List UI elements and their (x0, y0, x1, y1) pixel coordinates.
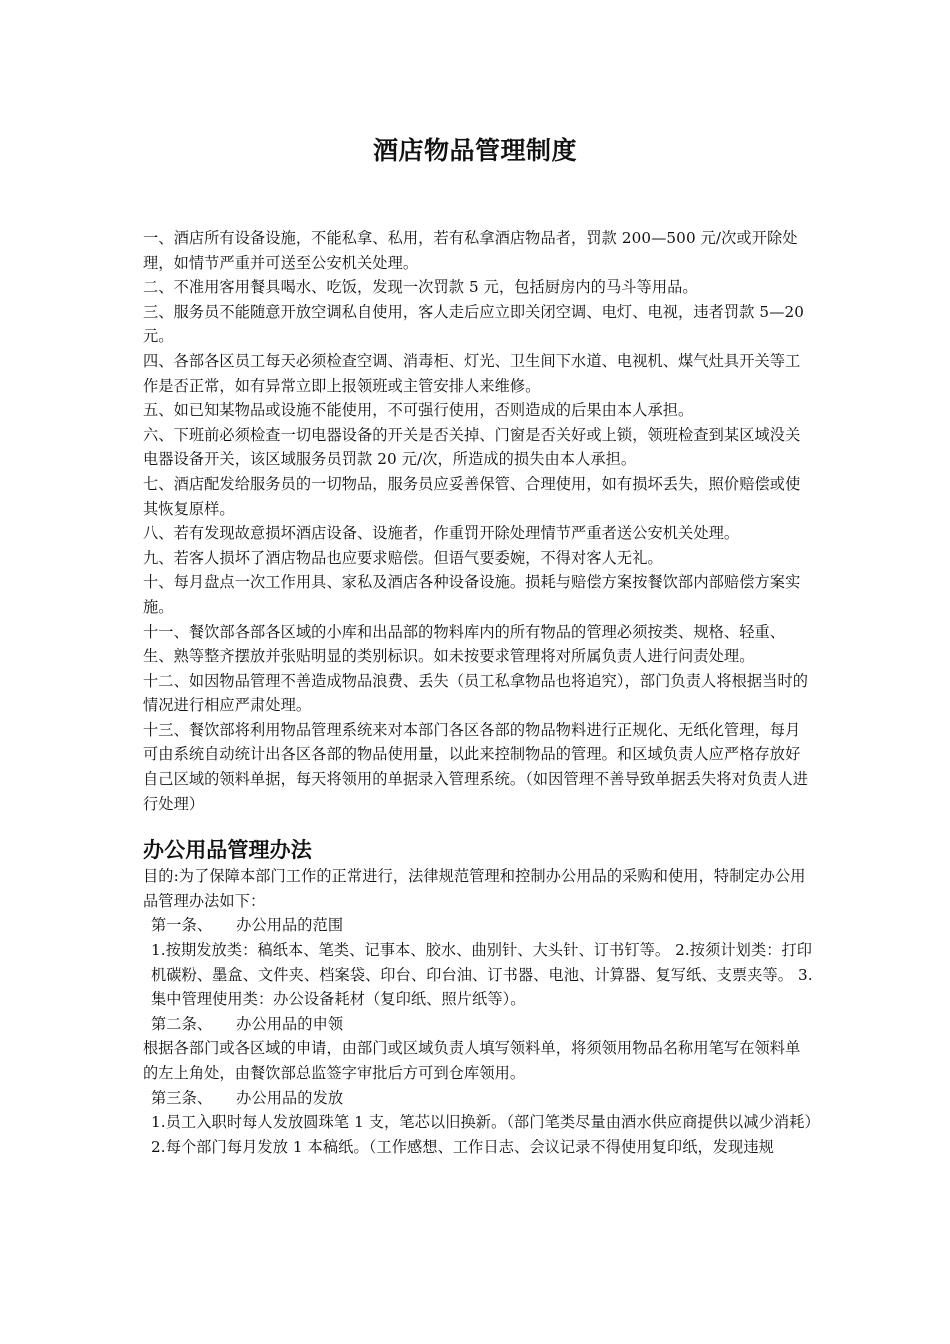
article-number: 第一条、 (151, 916, 213, 935)
document-body (143, 226, 820, 1159)
article-2-body: 根据各部门或各区域的申请，由部门或区域负责人填写领料单，将须领用物品名称用笔写在领料单的左上角处，由餐饮部总监签字审批后方可到仓库领用。 (143, 1039, 801, 1082)
rule-paragraph: 十三、餐饮部将利用物品管理系统来对本部门各区各部的物品物料进行正规化、无纸化管理，每月可由系统自动统计出各区各部的物品使用量，以此来控制物品的管理。和区域负责人应严格存放好自己区域的领料单据，每天将领用的单据录入管理系统。（如因管理不善导致单据丢失将对负责人进行处理） (143, 720, 809, 813)
document-title: 酒店物品管理制度 (372, 136, 577, 165)
rule-paragraph: 九、若客人损坏了酒店物品也应要求赔偿。但语气要委婉，不得对客人无礼。 (143, 548, 663, 567)
article-3-item: 1.员工入职时每人发放圆珠笔 1 支，笔芯以旧换新。（部门笔类尽量由酒水供应商提供以减少消耗） (151, 1113, 820, 1132)
rule-paragraph: 三、服务员不能随意开放空调私自使用，客人走后应立即关闭空调、电灯、电视，违者罚款 5—20 元。 (143, 302, 805, 346)
section-heading: 办公用品管理办法 (143, 837, 312, 863)
article-2-heading (143, 1012, 815, 1037)
rule-paragraph: 一、酒店所有设备设施，不能私拿、私用，若有私拿酒店物品者，罚款 200—500 元/次或开除处理，如情节严重并可送至公安机关处理。 (143, 229, 798, 272)
article-number: 第二条、 (151, 1014, 213, 1033)
rule-paragraph: 十二、如因物品管理不善造成物品浪费、丢失（员工私拿物品也将追究），部门负责人将根据当时的情况进行相应严肃处理。 (143, 671, 809, 715)
article-3-heading (143, 1086, 815, 1111)
article-title: 办公用品的发放 (236, 1088, 344, 1107)
article-1-heading (143, 913, 815, 938)
article-1-body: 1.按期发放类：稿纸本、笔类、记事本、胶水、曲别针、大头针、订书钉等。 2.按须计划类：打印机碳粉、墨盒、文件夹、档案袋、印台、印台油、订书器、电池、计算器、复写纸、支票夹等。 3.集中管理使用类：办公设备耗材（复印纸、照片纸等）。 (151, 941, 813, 1009)
article-title: 办公用品的范围 (236, 916, 344, 935)
rule-paragraph: 八、若有发现故意损坏酒店设备、设施者，作重罚开除处理情节严重者送公安机关处理。 (143, 524, 740, 543)
rule-paragraph: 五、如已知某物品或设施不能使用，不可强行使用，否则造成的后果由本人承担。 (143, 401, 694, 420)
article-3-item: 2.每个部门每月发放 1 本稿纸。（工作感想、工作日志、会议记录不得使用复印纸，发现违规 (151, 1137, 774, 1156)
rule-paragraph: 十、每月盘点一次工作用具、家私及酒店各种设备设施。损耗与赔偿方案按餐饮部内部赔偿方案实施。 (143, 573, 801, 616)
rule-paragraph: 六、下班前必须检查一切电器设备的开关是否关掉、门窗是否关好或上锁，领班检查到某区域没关电器设备开关，该区域服务员罚款 20 元/次，所造成的损失由本人承担。 (143, 425, 801, 469)
article-number: 第三条、 (151, 1088, 213, 1107)
purpose-paragraph: 目的:为了保障本部门工作的正常进行，法律规范管理和控制办公用品的采购和使用，特制定办公用品管理办法如下： (143, 867, 806, 910)
article-title: 办公用品的申领 (236, 1014, 344, 1033)
rule-paragraph: 七、酒店配发给服务员的一切物品，服务员应妥善保管、合理使用，如有损坏丢失，照价赔偿或使其恢复原样。 (143, 474, 801, 518)
rule-paragraph: 十一、餐饮部各部各区域的小库和出品部的物料库内的所有物品的管理必须按类、规格、轻重、生、熟等整齐摆放并张贴明显的类别标识。如未按要求管理将对所属负责人进行问责处理。 (143, 622, 786, 666)
rule-paragraph: 四、各部各区员工每天必须检查空调、消毒柜、灯光、卫生间下水道、电视机、煤气灶具开关等工作是否正常，如有异常立即上报领班或主管安排人来维修。 (143, 351, 801, 395)
rule-paragraph: 二、不准用客用餐具喝水、吃饭，发现一次罚款 5 元，包括厨房内的马斗等用品。 (143, 278, 698, 297)
